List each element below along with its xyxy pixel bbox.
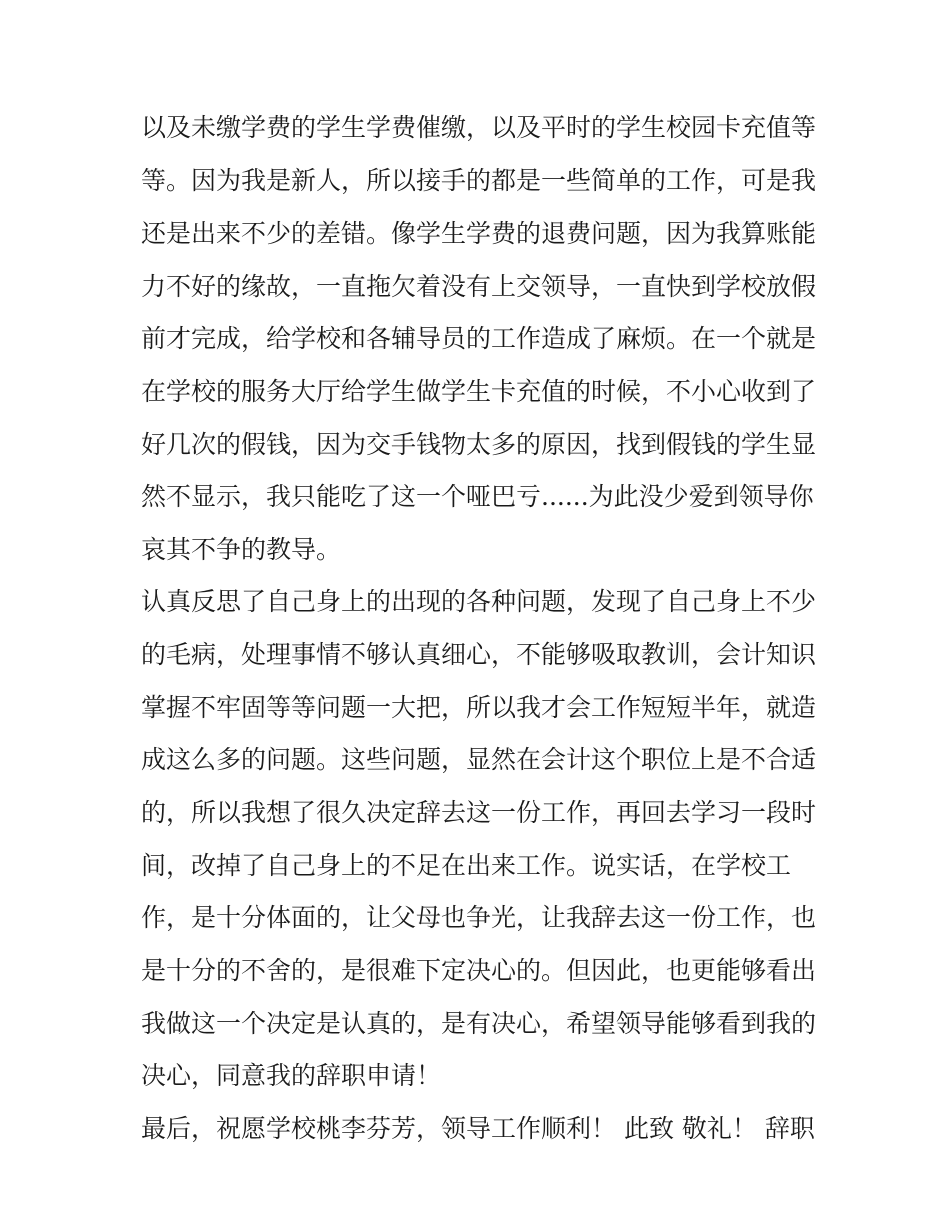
text-line: 我做这一个决定是认真的，是有决心，希望领导能够看到我的 [141, 1009, 817, 1038]
text-line: 最后，祝愿学校桃李芬芳，领导工作顺利！ 此致 敬礼！ 辞职 [141, 1114, 815, 1143]
text-line: 好几次的假钱，因为交手钱物太多的原因，找到假钱的学生显 [141, 430, 817, 459]
text-line: 在学校的服务大厅给学生做学生卡充值的时候，不小心收到了 [141, 377, 817, 406]
text-line: 认真反思了自己身上的出现的各种问题，发现了自己身上不少 [141, 587, 817, 616]
text-line: 间，改掉了自己身上的不足在出来工作。说实话，在学校工 [141, 851, 792, 880]
text-line: 还是出来不少的差错。像学生学费的退费问题，因为我算账能 [141, 219, 817, 248]
text-line: 掌握不牢固等等问题一大把，所以我才会工作短短半年，就造 [141, 693, 817, 722]
text-line: 是十分的不舍的，是很难下定决心的。但因此，也更能够看出 [141, 956, 817, 985]
text-line: 以及未缴学费的学生学费催缴，以及平时的学生校园卡充值等 [141, 113, 817, 142]
text-line: 作，是十分体面的，让父母也争光，让我辞去这一份工作，也 [141, 903, 817, 932]
text-line: 等。因为我是新人，所以接手的都是一些简单的工作，可是我 [141, 166, 817, 195]
text-line: 前才完成，给学校和各辅导员的工作造成了麻烦。在一个就是 [141, 324, 817, 353]
text-line: 决心，同意我的辞职申请！ [141, 1061, 442, 1090]
text-line: 成这么多的问题。这些问题，显然在会计这个职位上是不合适 [141, 745, 817, 774]
text-line: 力不好的缘故，一直拖欠着没有上交领导，一直快到学校放假 [141, 272, 817, 301]
text-line: 然不显示，我只能吃了这一个哑巴亏......为此没少爱到领导你 [141, 482, 814, 511]
text-line: 的毛病，处理事情不够认真细心，不能够吸取教训，会计知识 [141, 640, 817, 669]
text-line: 哀其不争的教导。 [141, 535, 342, 564]
text-line: 的，所以我想了很久决定辞去这一份工作，再回去学习一段时 [141, 798, 817, 827]
